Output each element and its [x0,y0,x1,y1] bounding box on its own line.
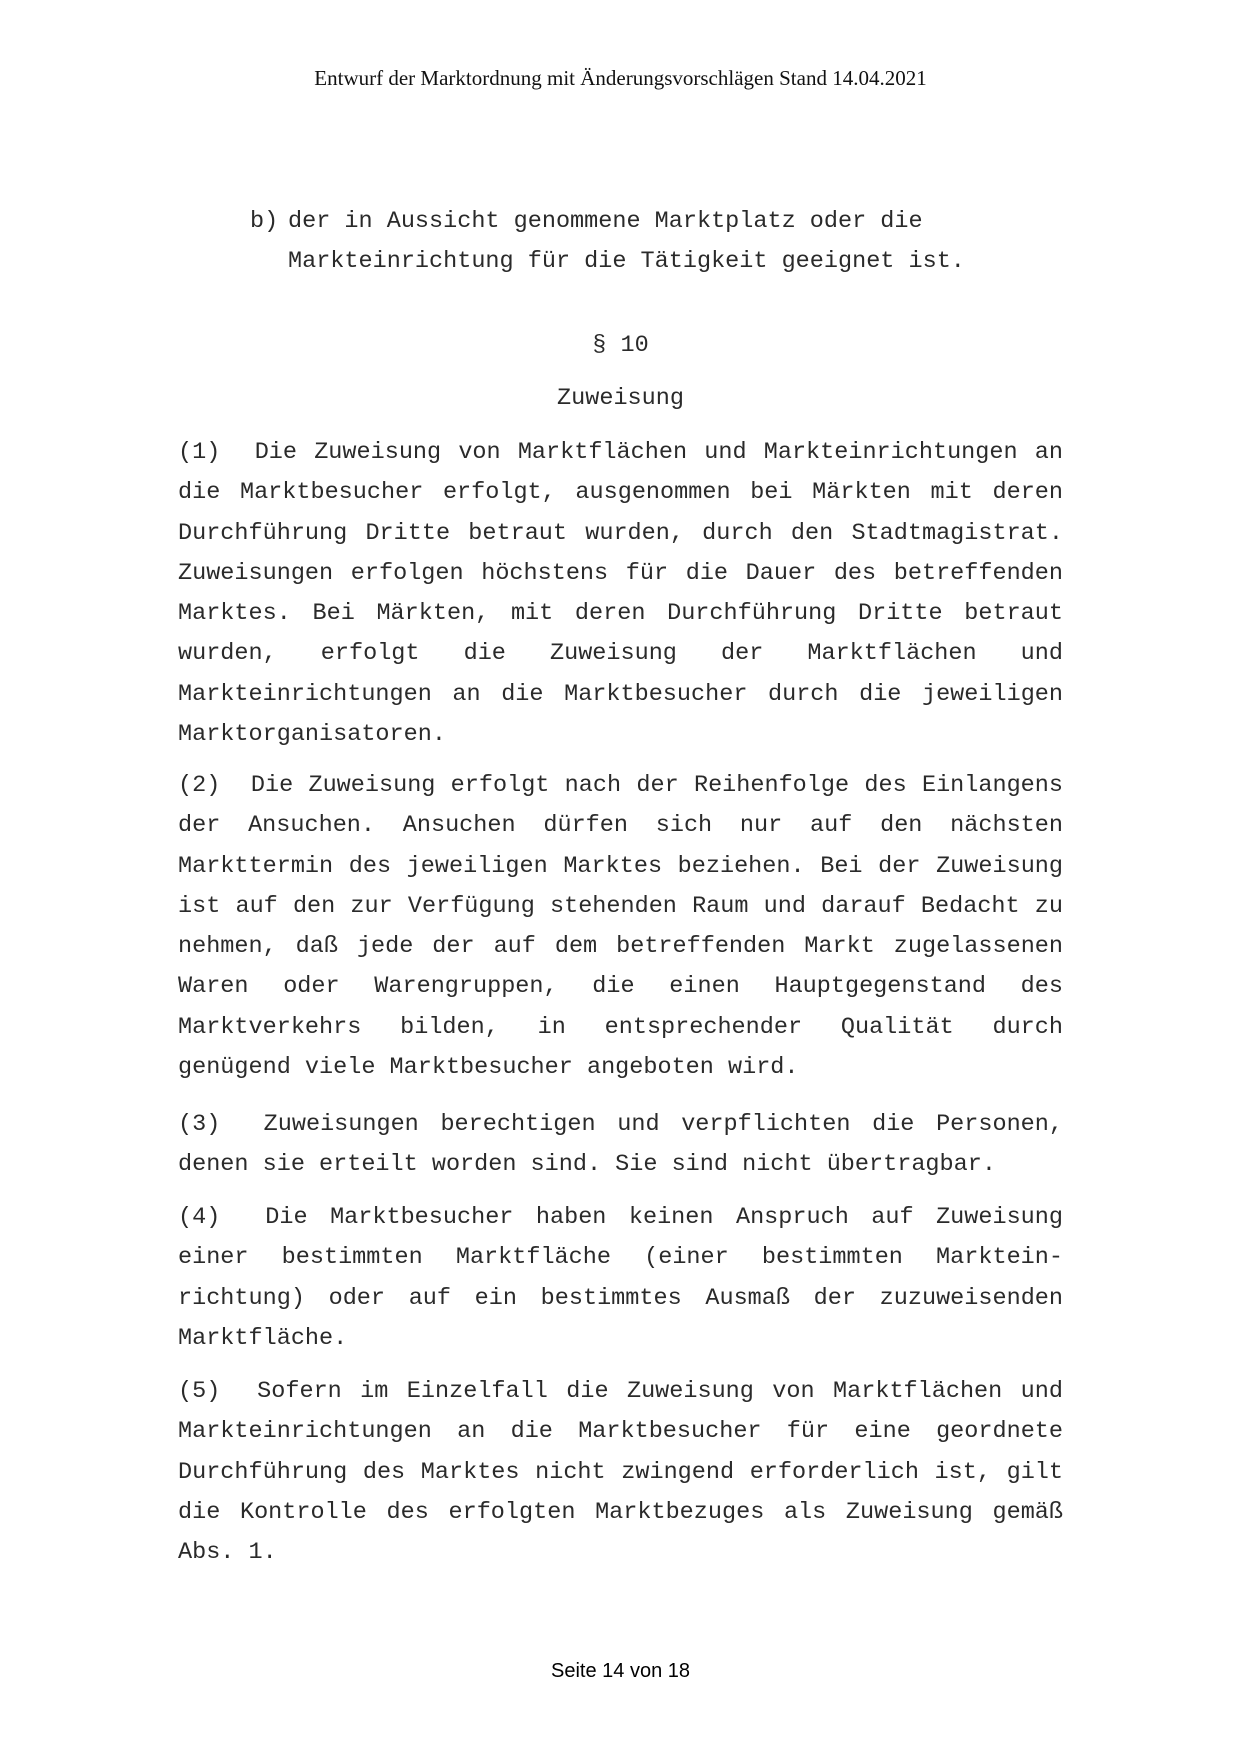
page-number: Seite 14 von 18 [551,1660,690,1682]
list-item-text-line1: der in Aussicht genommene Marktplatz oder die [288,208,923,235]
paragraph-2 [178,766,1063,1088]
paragraph-label: (2) [178,772,221,799]
paragraph-text: Die Zuweisung erfolgt nach der Reihenfolge des Einlangens der Ansuchen. Ansuchen dürfen sich nur auf den nächsten Markttermin des jeweiligen Marktes beziehen. Bei der Zuweisung ist auf den zur Verfügung stehenden Raum und darauf Bedacht zu nehmen, daß jede der auf dem betreffenden Markt zugelassenen Waren oder Warengruppen, die einen Hauptgegenstand des Marktverkehrs bilden, in entsprechender Qualität durch genügend viele Marktbesucher angeboten wird. [178,772,1063,1082]
section-title: Zuweisung [557,385,684,412]
paragraph-label: (3) [178,1111,221,1138]
paragraph-label: (5) [178,1378,221,1405]
paragraph-5 [178,1372,1063,1573]
paragraph-text: Sofern im Einzelfall die Zuweisung von Marktflächen und Markteinrichtungen an die Marktbesucher für eine geordnete Durchführung des Marktes nicht zwingend erforderlich ist, gilt die Kontrolle des erfolgten Marktbezuges als Zuweisung gemäß Abs. 1. [178,1378,1063,1567]
list-item-text-line2: Markteinrichtung für die Tätigkeit geeignet ist. [288,248,965,275]
paragraph-label: (4) [178,1204,221,1231]
paragraph-label: (1) [178,439,221,466]
document-header: Entwurf der Marktordnung mit Änderungsvorschlägen Stand 14.04.2021 [314,66,927,90]
paragraph-3 [178,1105,1063,1186]
list-item-b [250,202,1070,282]
paragraph-text: Die Marktbesucher haben keinen Anspruch auf Zuweisung einer bestimmten Marktfläche (einer bestimmten Markteinrichtung) oder auf ein bestimmtes Ausmaß der zuzuweisenden Marktfläche. [178,1204,1063,1352]
section-number: § 10 [592,332,649,359]
paragraph-text: Zuweisungen berechtigen und verpflichten die Personen, denen sie erteilt worden sind. Sie sind nicht übertragbar. [178,1111,1063,1179]
paragraph-4 [178,1198,1063,1359]
list-item-label: b) [250,208,279,235]
paragraph-1 [178,433,1063,755]
paragraph-text: Die Zuweisung von Marktflächen und Markteinrichtungen an die Marktbesucher erfolgt, ausgenommen bei Märkten mit deren Durchführung Dritte betraut wurden, durch den Stadtmagistrat. Zuweisungen erfolgen höchstens für die Dauer des betreffenden Marktes. Bei Märkten, mit deren Durchführung Dritte betraut wurden, erfolgt die Zuweisung der Marktflächen und Markteinrichtungen an die Marktbesucher durch die jeweiligen Marktorganisatoren. [178,439,1063,749]
